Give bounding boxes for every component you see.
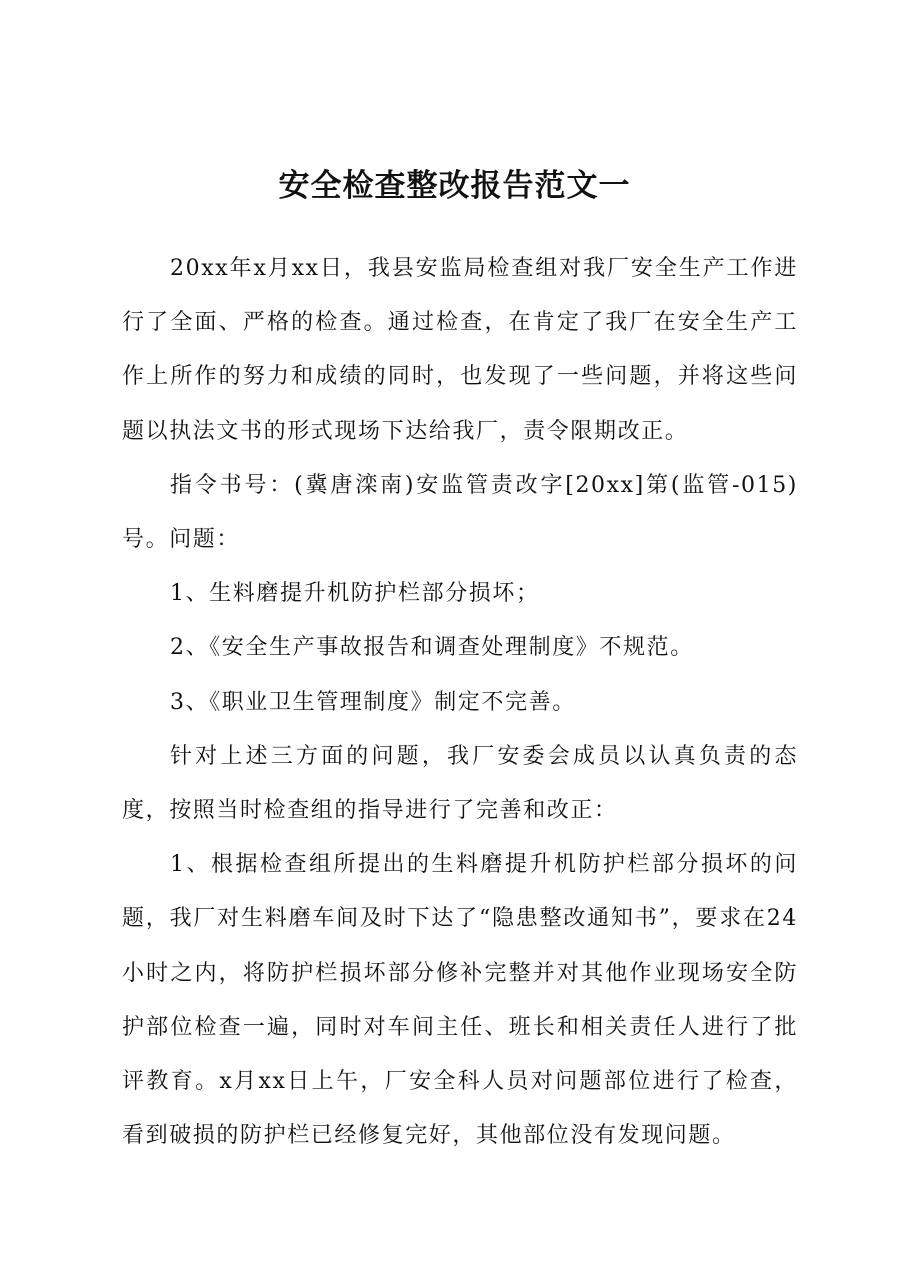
document-title: 安全检查整改报告范文一 xyxy=(278,168,631,204)
paragraph-directive-number: 指令书号：(冀唐滦南)安监管责改字[20xx]第(监管-015)号。问题： xyxy=(122,472,798,553)
paragraph-issue-3: 3、《职业卫生管理制度》制定不完善。 xyxy=(170,689,576,715)
paragraph-intro: 20xx年x月xx日，我县安监局检查组对我厂安全生产工作进行了全面、严格的检查。通过检查，在肯定了我厂在安全生产工作上所作的努力和成绩的同时，也发现了一些问题，并将这些问题以执法文书的形式现场下达给我厂，责令限期改正。 xyxy=(122,256,798,444)
document-body xyxy=(122,242,798,1163)
paragraph-rectification-1: 1、根据检查组所提出的生料磨提升机防护栏部分损坏的问题，我厂对生料磨车间及时下达了“隐患整改通知书”，要求在24小时之内，将防护栏损坏部分修补完整并对其他作业现场安全防护部位检查一遍，同时对车间主任、班长和相关责任人进行了批评教育。x月xx日上午，厂安全科人员对问题部位进行了检查，看到破损的防护栏已经修复完好，其他部位没有发现问题。 xyxy=(122,852,798,1149)
paragraph-response-intro: 针对上述三方面的问题，我厂安委会成员以认真负责的态度，按照当时检查组的指导进行了完善和改正： xyxy=(122,743,798,824)
paragraph-issue-2: 2、《安全生产事故报告和调查处理制度》不规范。 xyxy=(170,635,694,661)
paragraph-issue-1: 1、生料磨提升机防护栏部分损坏； xyxy=(170,581,540,607)
